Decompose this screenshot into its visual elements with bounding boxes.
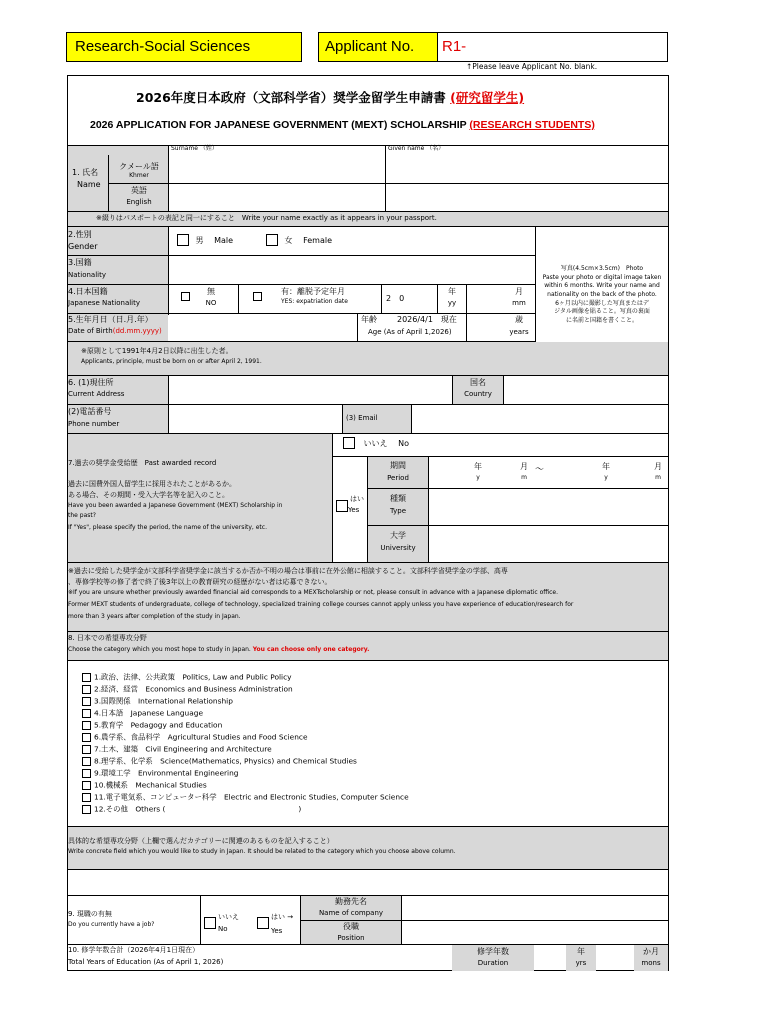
gender-male-option[interactable] — [177, 234, 233, 246]
jp-nationality-yes-en: YES: expatriation date — [281, 298, 348, 305]
dob-note-en: Applicants, principle, must be born on or after April 2, 1991. — [81, 358, 262, 365]
job-no-checkbox[interactable] — [204, 917, 216, 929]
category-checkbox[interactable] — [82, 745, 91, 754]
category-option[interactable] — [82, 721, 222, 730]
company-input[interactable] — [403, 897, 667, 919]
months-input[interactable] — [598, 946, 634, 970]
category-label: 4.日本語 Japanese Language — [94, 708, 203, 718]
notice-line-1: ※過去に受給した奨学金が文部科学省奨学金に該当するか否か不明の場合は事前に在外公館に相談すること。文部科学省奨学金の学部、高専 — [68, 567, 508, 575]
year-unit-en: yy — [447, 299, 457, 307]
company-label-en: Name of company — [318, 909, 384, 917]
jp-nationality-no-checkbox[interactable] — [181, 292, 190, 301]
position-label-jp: 役職 — [343, 922, 359, 931]
mons-label-en: mons — [641, 959, 661, 967]
category-option[interactable] — [82, 805, 301, 814]
title-jp — [136, 91, 524, 105]
past-award-no-checkbox[interactable] — [343, 437, 355, 449]
past-award-q-jp2: ある場合、その期間・受入大学名等を記入のこと。 — [68, 491, 229, 499]
category-option[interactable] — [82, 685, 293, 694]
category-label: 1.政治、法律、公共政策 Politics, Law and Public Policy — [94, 672, 292, 682]
country-label-en: Country — [464, 390, 492, 398]
email-input[interactable] — [413, 406, 667, 432]
period-from-month-input[interactable] — [490, 458, 514, 487]
male-label-jp: 男 — [195, 235, 204, 245]
email-label: (3) Email — [346, 414, 378, 422]
university-label-en: University — [380, 544, 416, 552]
photo-title: 写真(4.5cm×3.5cm) Photo — [560, 265, 644, 272]
phone-label-jp: (2)電話番号 — [68, 407, 112, 416]
duration-label-jp: 修学年数 — [477, 947, 509, 956]
category-option[interactable] — [82, 757, 357, 766]
category-option[interactable] — [82, 697, 233, 706]
expatriation-month-input[interactable] — [467, 286, 505, 312]
field-sub-text: Choose the category which you most hope to study in Japan. — [68, 646, 251, 653]
category-checkbox[interactable] — [82, 793, 91, 802]
surname-khmer-input[interactable] — [170, 155, 384, 182]
category-checkbox[interactable] — [82, 721, 91, 730]
category-checkbox[interactable] — [82, 673, 91, 682]
male-checkbox[interactable] — [177, 234, 189, 246]
photo-line: に名前と国籍を書くこと。 — [565, 317, 638, 325]
period-from-year-en: y — [476, 474, 480, 481]
job-yes-en: Yes — [271, 927, 283, 935]
category-option[interactable] — [82, 781, 207, 790]
jp-nationality-label-jp: 4.日本国籍 — [68, 287, 108, 296]
past-award-yes-jp: はい — [350, 495, 364, 503]
university-label-jp: 大学 — [390, 531, 406, 540]
field-label: 8. 日本での希望専攻分野 — [68, 634, 147, 642]
period-to-month-jp: 月 — [654, 462, 662, 471]
position-input[interactable] — [403, 922, 667, 943]
name-label-jp: 1. 氏名 — [72, 168, 99, 177]
category-option[interactable] — [82, 793, 409, 802]
field-sub-red: You can choose only one category. — [252, 646, 370, 653]
job-label-jp: 9. 現職の有無 — [68, 910, 112, 918]
dob-label-en-text: Date of Birth — [68, 327, 113, 335]
category-label: 6.農学系、食品科学 Agricultural Studies and Food Science — [94, 732, 308, 742]
year-unit-jp: 年 — [448, 287, 456, 296]
surname-english-input[interactable] — [170, 184, 384, 210]
english-label-jp: 英語 — [131, 186, 147, 195]
dob-label-en — [68, 327, 162, 335]
surname-label: Surname （姓） — [171, 145, 218, 152]
khmer-label-en: Khmer — [129, 172, 149, 179]
category-checkbox[interactable] — [82, 733, 91, 742]
category-checkbox[interactable] — [82, 709, 91, 718]
age-input[interactable] — [467, 315, 505, 340]
past-award-q-en1: Have you been awarded a Japanese Government (MEXT) Scholarship in — [68, 502, 283, 509]
dob-format: (dd.mm.yyyy) — [112, 327, 162, 335]
given-name-label: Given name （名） — [388, 145, 445, 152]
category-checkbox[interactable] — [82, 757, 91, 766]
type-label-jp: 種類 — [390, 494, 406, 503]
photo-line: Paste your photo or digital image taken — [542, 273, 662, 281]
period-to-year-en: y — [604, 474, 608, 481]
nationality-label-en: Nationality — [68, 271, 107, 279]
years-unit-jp: 歳 — [515, 315, 523, 324]
khmer-label-jp: クメール語 — [119, 162, 159, 171]
given-english-input[interactable] — [387, 184, 668, 210]
applicant-note: ↑Please leave Applicant No. blank. — [466, 62, 598, 71]
applicant-label: Applicant No. — [325, 38, 415, 55]
education-label-jp: 10. 修学年数合計（2026年4月1日現在） — [68, 946, 200, 954]
period-to-month-input[interactable] — [618, 458, 648, 487]
job-no-jp: いいえ — [218, 913, 239, 921]
award-type-input[interactable] — [430, 490, 667, 524]
phone-label-en: Phone number — [68, 420, 120, 428]
yrs-label-jp: 年 — [577, 947, 585, 956]
english-label-en: English — [126, 198, 152, 206]
address-label-jp: 6. (1)現住所 — [68, 378, 114, 387]
jp-nationality-yes-checkbox[interactable] — [253, 292, 262, 301]
job-yes-checkbox[interactable] — [257, 917, 269, 929]
award-university-input[interactable] — [430, 527, 667, 561]
gender-female-option[interactable] — [266, 234, 332, 246]
category-checkbox[interactable] — [82, 805, 91, 814]
concrete-field-label: 具体的な希望専攻分野（上欄で選んだカテゴリーに関連のあるものを記入すること） — [68, 837, 334, 845]
dob-label-jp: 5.生年月日（日.月.年） — [68, 315, 153, 324]
dob-input[interactable] — [170, 315, 356, 340]
month-unit-jp: 月 — [515, 287, 523, 296]
female-label-jp: 女 — [284, 235, 293, 245]
category-option[interactable] — [82, 709, 203, 718]
notice-line-2: 、専修学校等の修了者で終了後3年以上の教育研究の経歴がない者は応募できない。 — [68, 578, 332, 586]
title-jp-main: 2026年度日本政府（文部科学省）奨学金留学生申請書 — [136, 90, 446, 105]
notice-line-5: more than 3 years after completion of the study in Japan. — [68, 613, 241, 620]
photo-line: nationality on the back of the photo. — [547, 291, 657, 299]
category-checkbox[interactable] — [82, 781, 91, 790]
age-date: 2026/4/1 現在 — [397, 315, 457, 324]
period-to-month-en: m — [655, 474, 661, 481]
period-label-jp: 期間 — [390, 461, 406, 470]
jp-nationality-label-en: Japanese Nationality — [68, 299, 141, 307]
category-label: 9.環境工学 Environmental Engineering — [94, 768, 239, 778]
expatriation-year-input[interactable]: 2 0 — [386, 294, 405, 303]
category-label: 5.教育学 Pedagogy and Education — [94, 720, 223, 730]
age-label-jp: 年齢 — [361, 315, 377, 324]
past-award-yes-en: Yes — [348, 506, 360, 514]
phone-input[interactable] — [170, 406, 340, 432]
applicant-number-value: R1- — [442, 38, 467, 55]
nationality-label-jp: 3.国籍 — [68, 258, 92, 267]
job-yes-jp: はい → — [271, 913, 294, 921]
past-award-label: 7.過去の奨学金受給歴 Past awarded record — [68, 459, 217, 467]
female-label-en: Female — [303, 235, 333, 245]
period-from-month-en: m — [521, 474, 527, 481]
photo-line: 6ヶ月以内に撮影した写真またはデ — [555, 299, 649, 307]
category-checkbox[interactable] — [82, 769, 91, 778]
field-category-label: Research-Social Sciences — [75, 38, 251, 55]
notice-line-3: ※If you are unsure whether previously awarded financial aid corresponds to a MEXTscholarship or not, please consult in advance with a Japanese diplomatic office. — [68, 589, 558, 596]
mons-label-jp: か月 — [643, 947, 659, 956]
period-from-year-input[interactable] — [430, 458, 470, 487]
concrete-field-input[interactable] — [69, 870, 667, 895]
category-label: 3.国際関係 International Relationship — [94, 696, 233, 706]
jp-nationality-no-jp: 無 — [207, 287, 215, 296]
address-label-en: Current Address — [68, 390, 125, 398]
title-en — [90, 119, 595, 131]
category-label: 12.その他 Others ( ) — [94, 804, 302, 814]
category-checkbox[interactable] — [82, 685, 91, 694]
field-category-box — [66, 32, 302, 62]
type-label-en: Type — [389, 507, 407, 515]
country-input[interactable] — [505, 377, 667, 403]
given-khmer-input[interactable] — [387, 155, 668, 182]
category-option[interactable] — [82, 673, 292, 682]
job-no-en: No — [218, 925, 228, 933]
photo-line: within 6 months. Write your name and — [544, 282, 660, 290]
period-label-en: Period — [387, 474, 409, 482]
applicant-number-field[interactable] — [437, 32, 668, 62]
nationality-input[interactable] — [170, 257, 534, 283]
title-en-main: 2026 APPLICATION FOR JAPANESE GOVERNMENT (MEXT) SCHOLARSHIP — [90, 119, 467, 131]
gender-label-en: Gender — [68, 242, 98, 251]
period-from-month-jp: 月 — [520, 462, 528, 471]
past-award-no-jp: いいえ — [363, 438, 388, 448]
past-award-q-en2: the past? — [68, 512, 96, 519]
address-input[interactable] — [170, 377, 450, 403]
category-option[interactable] — [82, 745, 272, 754]
name-note: ※綴りはパスポートの表記と同一にすること Write your name exactly as it appears in your passport. — [96, 214, 437, 222]
title-en-sub: (RESEARCH STUDENTS) — [469, 119, 595, 131]
education-label-en: Total Years of Education (As of April 1, 2026) — [68, 958, 224, 966]
period-from-year-jp: 年 — [474, 462, 482, 471]
period-to-year-input[interactable] — [550, 458, 596, 487]
female-checkbox[interactable] — [266, 234, 278, 246]
dob-note-jp: ※原則として1991年4月2日以降に出生した者。 — [81, 347, 233, 355]
position-label-en: Position — [337, 934, 365, 942]
past-award-no-en: No — [398, 438, 409, 448]
period-separator: ～ — [535, 465, 545, 475]
notice-line-4: Former MEXT students of undergraduate, college of technology, specialized training college courses cannot apply unless you have experience of education/research for — [68, 601, 574, 608]
concrete-field-sub: Write concrete field which you would like to study in Japan. It should be related to the category which you choose above column. — [68, 848, 456, 855]
past-award-no-option[interactable] — [343, 437, 409, 449]
jp-nationality-no-en: NO — [205, 299, 217, 307]
years-input[interactable] — [535, 946, 565, 970]
country-label-jp: 国名 — [470, 378, 486, 387]
category-label: 10.機械系 Mechanical Studies — [94, 780, 207, 790]
field-sub — [68, 647, 369, 654]
category-label: 2.経済、経営 Economics and Business Administration — [94, 684, 293, 694]
past-award-q-jp1: 過去に国費外国人留学生に採用されたことがあるか。 — [68, 480, 236, 488]
photo-box[interactable] — [538, 265, 666, 326]
category-option[interactable] — [82, 769, 238, 778]
month-unit-en: mm — [512, 299, 526, 307]
years-unit-en: years — [509, 328, 529, 336]
age-label-en: Age (As of April 1,2026) — [368, 328, 452, 336]
title-jp-sub: (研究留学生) — [450, 90, 525, 105]
company-label-jp: 勤務先名 — [335, 897, 367, 906]
category-label: 7.土木、建築 Civil Engineering and Architecture — [94, 744, 272, 754]
past-award-q-en3: If "Yes", please specify the period, the name of the university, etc. — [68, 524, 267, 531]
yrs-label-en: yrs — [575, 959, 587, 967]
period-to-year-jp: 年 — [602, 462, 610, 471]
past-award-yes-checkbox[interactable] — [336, 500, 348, 512]
category-label: 8.理学系、化学系 Science(Mathematics, Physics) and Chemical Studies — [94, 756, 357, 766]
jp-nationality-yes-jp: 有：離脱予定年月 — [281, 287, 345, 296]
category-option[interactable] — [82, 733, 308, 742]
category-checkbox[interactable] — [82, 697, 91, 706]
gender-label-jp: 2.性別 — [68, 230, 92, 239]
duration-label-en: Duration — [477, 959, 509, 967]
job-label-en: Do you currently have a job? — [68, 921, 155, 928]
photo-line: ジタル画像を貼ること。写真の裏面 — [554, 308, 650, 316]
applicant-label-box — [318, 32, 438, 62]
male-label-en: Male — [214, 235, 234, 245]
name-label-en: Name — [77, 180, 101, 189]
category-label: 11.電子電気系、コンピューター科学 Electric and Electronic Studies, Computer Science — [94, 792, 409, 802]
